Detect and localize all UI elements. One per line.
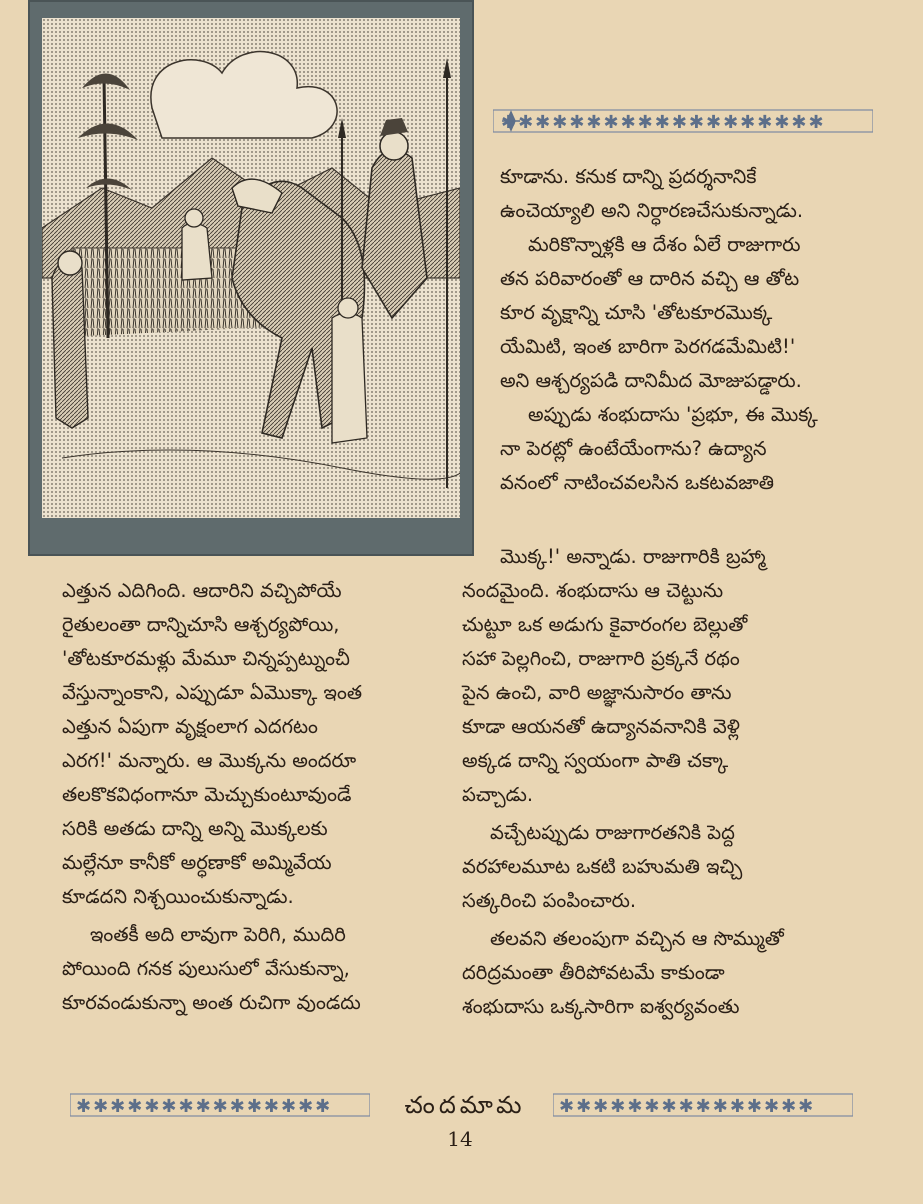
left-column bbox=[62, 574, 457, 1020]
illustration-drawing bbox=[42, 18, 460, 518]
text-line: రైతులంతా దాన్నిచూసి ఆశ్చర్యపోయి, bbox=[62, 613, 340, 636]
footer-right-border-icon bbox=[553, 1090, 853, 1120]
text-line: నా పెరట్లో ఉంటేయేంగాను? ఉద్యాన bbox=[500, 437, 767, 460]
text-line: తలకొకవిధంగానూ మెచ్చుకుంటూవుండే bbox=[62, 783, 352, 806]
text-line: పైన ఉంచి, వారి అజ్ఞానుసారం తాను bbox=[462, 681, 732, 704]
svg-text:✱✱✱✱✱✱✱✱✱✱✱✱✱✱✱: ✱✱✱✱✱✱✱✱✱✱✱✱✱✱✱ bbox=[76, 1096, 333, 1117]
text-line: నందమైంది. శంభుదాసు ఆ చెట్టును bbox=[462, 579, 724, 602]
text-line: దరిద్రమంతా తీరిపోవటమే కాకుండా bbox=[462, 961, 725, 984]
text-line: అని ఆశ్చర్యపడి దానిమీద మోజుపడ్డారు. bbox=[500, 369, 802, 392]
magazine-title: చందమామ bbox=[404, 1091, 526, 1119]
text-line: శంభుదాసు ఒక్కసారిగా ఐశ్వర్యవంతు bbox=[462, 995, 740, 1018]
text-line: ఎరగ!' మన్నారు. ఆ మొక్కను అందరూ bbox=[62, 749, 357, 772]
text-line: మరికొన్నాళ్లకి ఆ దేశం ఏలే రాజుగారు bbox=[528, 233, 801, 256]
text-line: వేస్తున్నాంకాని, ఎప్పుడూ ఏమొక్కా ఇంత bbox=[62, 681, 363, 704]
text-line: వనంలో నాటించవలసిన ఒకటవజాతి bbox=[500, 471, 774, 494]
svg-text:✱✱✱✱✱✱✱✱✱✱✱✱✱✱✱✱✱✱✱: ✱✱✱✱✱✱✱✱✱✱✱✱✱✱✱✱✱✱✱ bbox=[501, 112, 826, 133]
svg-text:✱✱✱✱✱✱✱✱✱✱✱✱✱✱✱: ✱✱✱✱✱✱✱✱✱✱✱✱✱✱✱ bbox=[559, 1096, 816, 1117]
text-line: తలవని తలంపుగా వచ్చిన ఆ సొమ్ముతో bbox=[490, 927, 784, 950]
right-column bbox=[500, 160, 880, 500]
footer-left-border-icon bbox=[70, 1090, 370, 1120]
text-line: ఎత్తున ఎదిగింది. ఆదారిని వచ్చిపోయే bbox=[62, 579, 342, 602]
text-line: ఉంచెయ్యాలి అని నిర్ధారణచేసుకున్నాడు. bbox=[500, 199, 804, 222]
text-line: సరికి అతడు దాన్ని అన్ని మొక్కలకు bbox=[62, 817, 328, 840]
text-line: యేమిటి, ఇంత బారిగా పెరగడమేమిటి!' bbox=[500, 335, 796, 358]
text-line: పోయింది గనక పులుసులో వేసుకున్నా, bbox=[62, 957, 350, 980]
text-line: పచ్చాడు. bbox=[462, 783, 534, 806]
text-line: కూడదని నిశ్చయించుకున్నాడు. bbox=[62, 885, 294, 908]
text-line: కూడా ఆయనతో ఉద్యానవనానికి వెళ్లి bbox=[462, 715, 740, 738]
text-line: అప్పుడు శంభుదాసు 'ప్రభూ, ఈ మొక్క bbox=[528, 403, 818, 426]
text-line: కూర వృక్షాన్ని చూసి 'తోటకూరమొక్క bbox=[500, 301, 773, 324]
star-border-icon bbox=[493, 106, 873, 136]
text-line: కూడాను. కనుక దాన్ని ప్రదర్శనానికే bbox=[500, 165, 757, 188]
text-line: ఎత్తున ఏపుగా వృక్షంలాగ ఎదగటం bbox=[62, 715, 318, 738]
text-line: 'తోటకూరమళ్లు మేమూ చిన్నప్పట్నుంచీ bbox=[62, 647, 350, 670]
page-number: 14 bbox=[447, 1127, 473, 1151]
text-line: చుట్టూ ఒక అడుగు కైవారంగల బెల్లుతో bbox=[462, 613, 748, 636]
text-line: అక్కడ దాన్ని స్వయంగా పాతి చక్కా bbox=[462, 749, 729, 772]
story-illustration bbox=[28, 0, 474, 556]
top-decorative-border bbox=[493, 106, 873, 136]
right-column-lower bbox=[462, 540, 892, 1024]
text-line: వరహాలమూట ఒకటి బహుమతి ఇచ్చి bbox=[462, 855, 743, 878]
text-line: తన పరివారంతో ఆ దారిన వచ్చి ఆ తోట bbox=[500, 267, 800, 290]
text-line: మల్లేనూ కానీకో అర్ధణాకో అమ్మివేయ bbox=[62, 851, 332, 874]
text-line: వచ్చేటప్పుడు రాజుగారతనికి పెద్ద bbox=[490, 821, 735, 844]
text-line: కూరవండుకున్నా అంత రుచిగా వుండదు bbox=[62, 991, 361, 1014]
text-line: సత్కరించి పంపించారు. bbox=[462, 889, 637, 912]
text-line: మొక్క!' అన్నాడు. రాజుగారికి బ్రహ్మా bbox=[500, 545, 766, 568]
text-line: సహా పెల్లగించి, రాజుగారి ప్రక్కనే రథం bbox=[462, 647, 740, 670]
text-line: ఇంతకీ అది లావుగా పెరిగి, ముదిరి bbox=[90, 923, 346, 946]
